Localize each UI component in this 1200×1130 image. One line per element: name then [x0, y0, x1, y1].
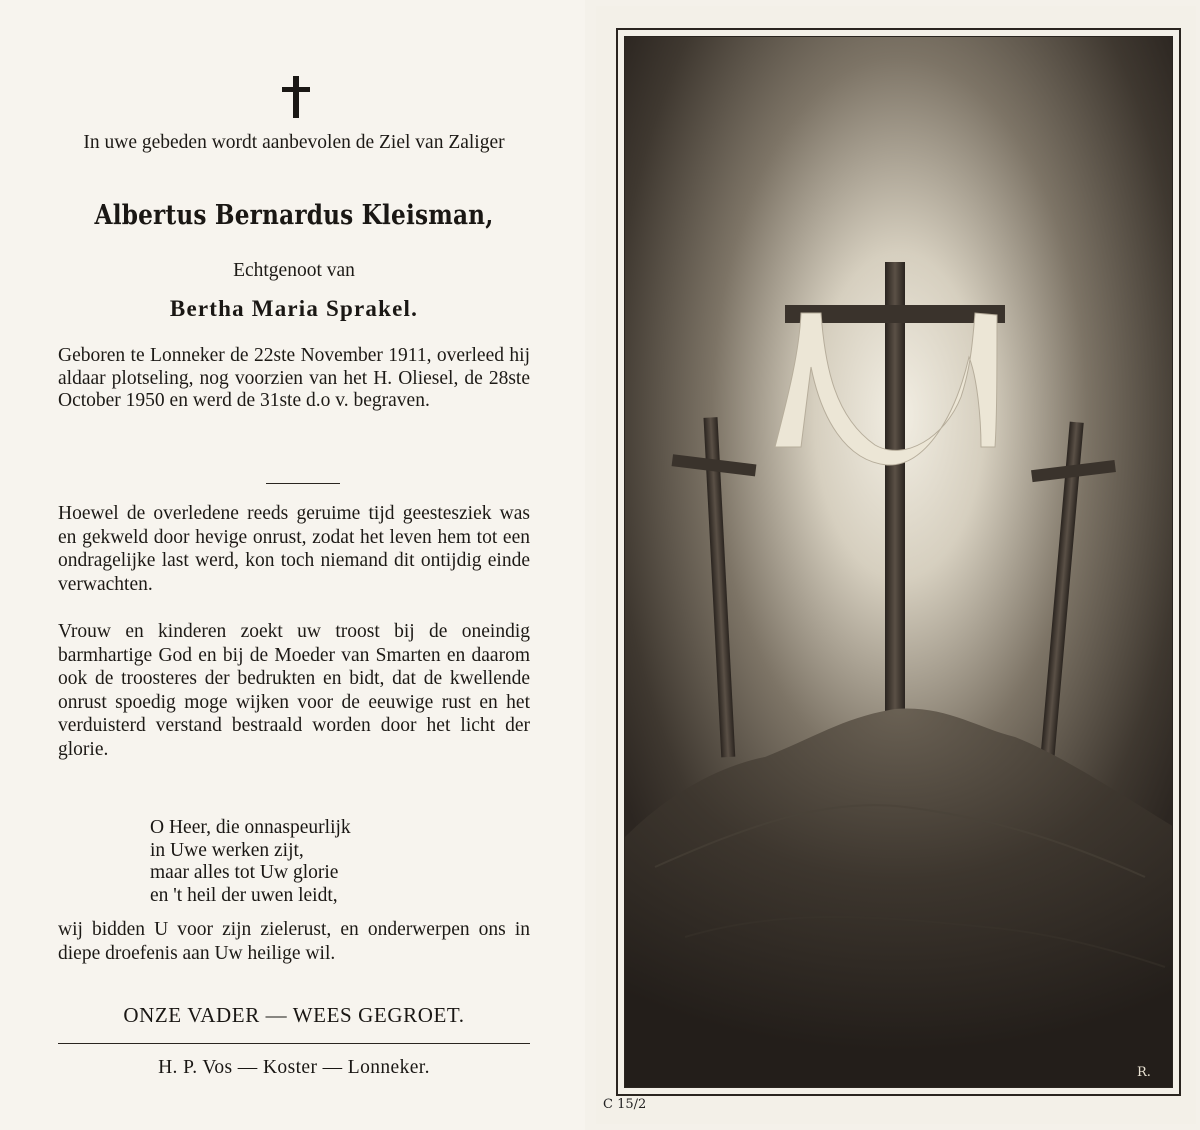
calvary-illustration — [624, 36, 1173, 1088]
poem-line: en 't heil der uwen leidt, — [150, 884, 338, 906]
closing-paragraph: wij bidden U voor zijn zielerust, en onderwerpen ons in diepe droefenis aan Uw heilige wil. — [58, 919, 530, 964]
cross-icon — [278, 74, 314, 120]
divider-long — [58, 1043, 530, 1044]
paragraph-consolation: Vrouw en kinderen zoekt uw troost bij de oneindig barmhartige God en bij de Moeder van Smarten en daarom ook de troosteres der bedrukten en bidt, dat de kwellende onrust spoedig moge wijken voor de eeuwige rust en het verduisterd verstand bestraald worden door het licht der glorie. — [58, 621, 530, 760]
relation-text: Echtgenoot van — [233, 260, 355, 281]
print-code: C 15/2 — [603, 1097, 647, 1112]
three-crosses-image — [625, 37, 1173, 1088]
memorial-card-text-panel — [0, 0, 585, 1130]
poem-line: maar alles tot Uw glorie — [150, 862, 339, 883]
life-details: Geboren te Lonneker de 22ste November 1911, overleed hij aldaar plotseling, nog voorzien van het H. Oliesel, de 28ste October 1950 en werd de 31ste d.o v. begraven. — [58, 345, 530, 411]
intro-text: In uwe gebeden wordt aanbevolen de Ziel van Zaliger — [83, 132, 505, 153]
paragraph-illness: Hoewel de overledene reeds geruime tijd geestesziek was en gekweld door hevige onrust, zodat het leven hem tot een ondragelijke last werd, kon toch niemand dit ontijdig einde verwachten. — [58, 503, 530, 595]
printer-credit: H. P. Vos — Koster — Lonneker. — [158, 1057, 430, 1078]
deceased-name: Albertus Bernardus Kleisman, — [94, 200, 494, 231]
artist-monogram: R. — [1137, 1065, 1151, 1080]
spouse-name: Bertha Maria Sprakel. — [169, 296, 419, 321]
poem-line: in Uwe werken zijt, — [150, 839, 304, 861]
divider — [266, 483, 340, 484]
poem-line: O Heer, die onnaspeurlijk — [150, 817, 351, 838]
prayers-line: ONZE VADER — WEES GEGROET. — [123, 1003, 465, 1027]
poem — [150, 817, 480, 907]
